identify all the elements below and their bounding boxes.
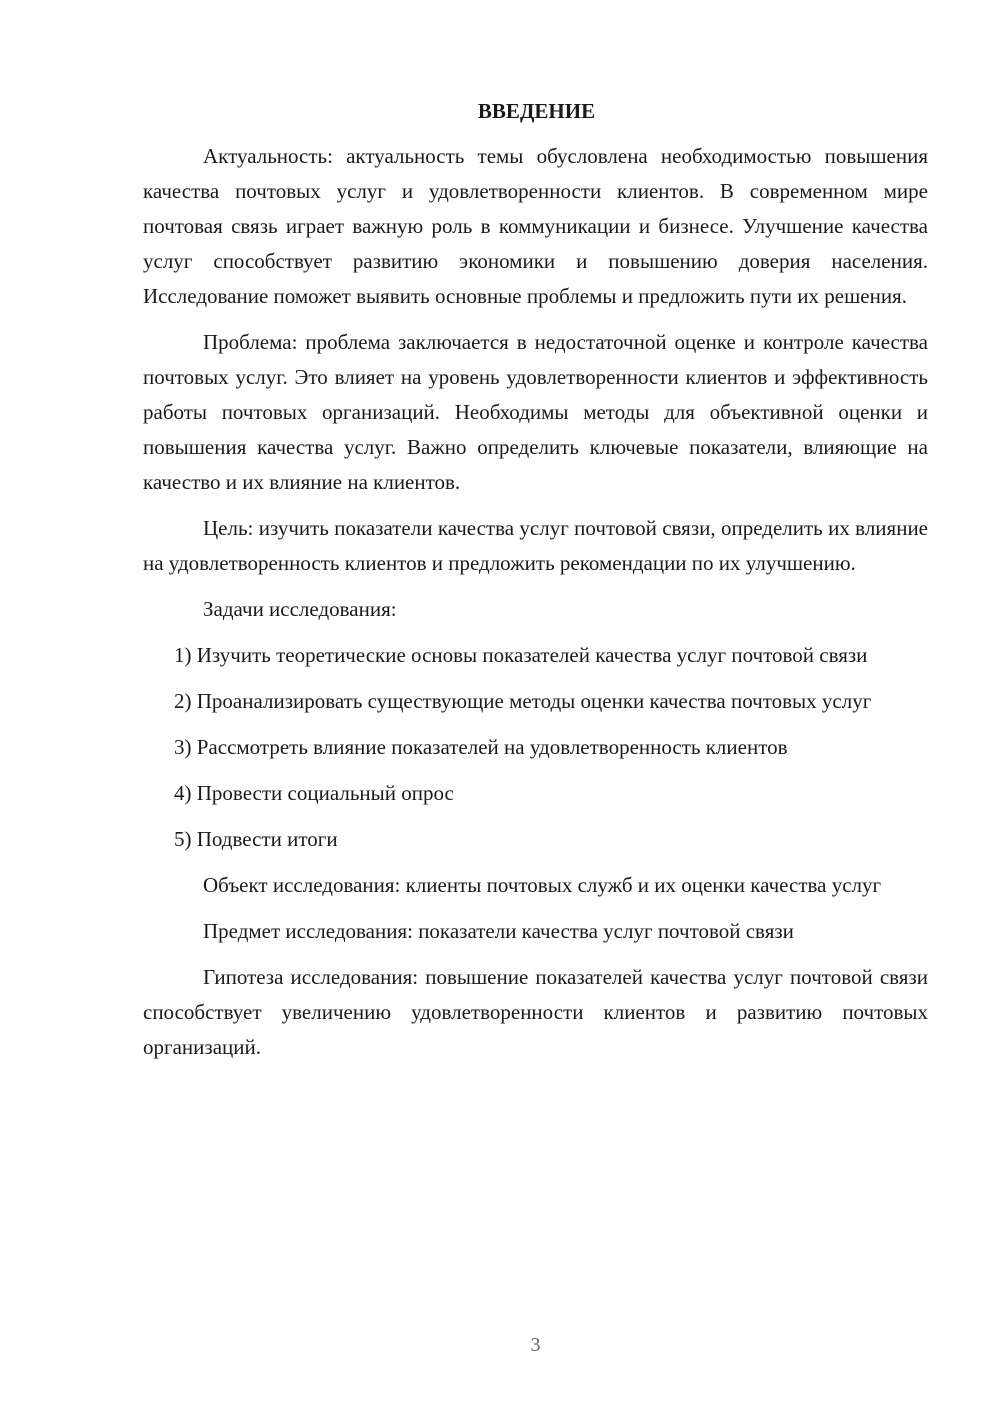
task-item-5: 5) Подвести итоги	[174, 827, 338, 851]
page-number: 3	[530, 1334, 541, 1356]
task-item-3: 3) Рассмотреть влияние показателей на удовлетворенность клиентов	[174, 735, 788, 759]
subject-paragraph: Предмет исследования: показатели качества услуг почтовой связи	[203, 919, 794, 943]
task-item-1: 1) Изучить теоретические основы показателей качества услуг почтовой связи	[174, 643, 868, 667]
tasks-heading: Задачи исследования:	[203, 597, 397, 621]
goal-paragraph: Цель: изучить показатели качества услуг почтовой связи, определить их влияние на удовлетворенность клиентов и предложить рекомендации по их улучшению.	[143, 516, 928, 575]
relevance-paragraph: Актуальность: актуальность темы обусловлена необходимостью повышения качества почтовых услуг и удовлетворенности клиентов. В современном мире почтовая связь играет важную роль в коммуникации и бизнесе. Улучшение качества услуг способствует развитию экономики и повышению доверия населения. Исследование поможет выявить основные проблемы и предложить пути их решения.	[143, 144, 928, 308]
page-title: ВВЕДЕНИЕ	[477, 99, 596, 123]
object-paragraph: Объект исследования: клиенты почтовых служб и их оценки качества услуг	[203, 873, 882, 897]
document-page	[143, 96, 928, 1065]
problem-paragraph: Проблема: проблема заключается в недостаточной оценке и контроле качества почтовых услуг. Это влияет на уровень удовлетворенности клиентов и эффективность работы почтовых организаций. Необходимы методы для объективной оценки и повышения качества услуг. Важно определить ключевые показатели, влияющие на качество и их влияние на клиентов.	[143, 330, 928, 494]
hypothesis-paragraph: Гипотеза исследования: повышение показателей качества услуг почтовой связи способствует увеличению удовлетворенности клиентов и развитию почтовых организаций.	[143, 965, 928, 1059]
task-item-2: 2) Проанализировать существующие методы оценки качества почтовых услуг	[174, 689, 872, 713]
task-item-4: 4) Провести социальный опрос	[174, 781, 454, 805]
